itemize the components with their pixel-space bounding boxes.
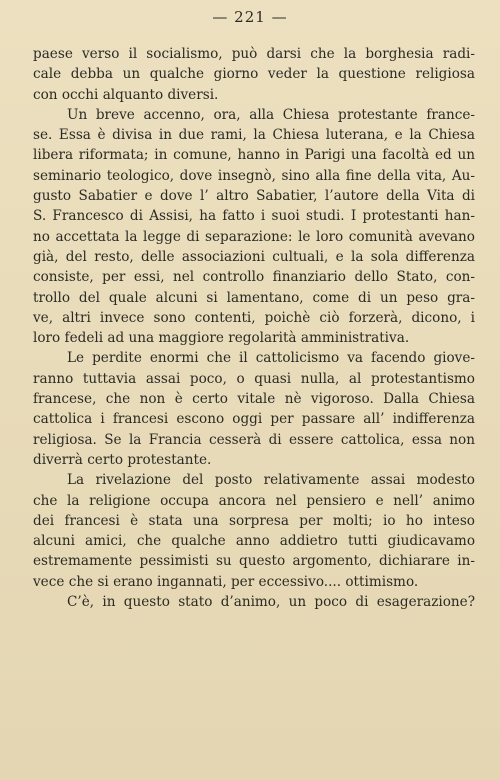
text-line: alcuni amici, che qualche anno addietro tutti giudicavamo (33, 533, 475, 550)
text-line: Un breve accenno, ora, alla Chiesa protestante france- (67, 106, 475, 123)
text-line: gusto Sabatier e dove l’ altro Sabatier, l’autore della Vita di (33, 188, 475, 205)
text-line: estremamente pessimisti su questo argomento, dichiarare in- (33, 553, 475, 570)
body-text (33, 44, 475, 612)
text-line: no accettata la legge di separazione: le loro comunità avevano (33, 228, 475, 245)
text-line: cale debba un qualche giorno veder la questione religiosa (33, 66, 475, 83)
text-line: consiste, per essi, nel controllo finanziario dello Stato, con- (33, 269, 475, 286)
text-line: libera riformata; in comune, hanno in Parigi una facoltà ed un (33, 147, 475, 164)
page-number: — 221 — (212, 8, 288, 26)
text-line: francese, che non è certo vitale nè vigoroso. Dalla Chiesa (33, 391, 475, 408)
text-line: dei francesi è stata una sorpresa per molti; io ho inteso (33, 512, 475, 529)
text-line: Le perdite enormi che il cattolicismo va facendo giove- (67, 350, 475, 367)
text-line: già, del resto, delle associazioni cultuali, e la sola differenza (33, 248, 475, 265)
text-line: cattolica i francesi escono oggi per passare all’ indifferenza (33, 411, 475, 428)
text-line: trollo del quale alcuni si lamentano, come di un peso gra- (33, 289, 475, 306)
text-line: S. Francesco di Assisi, ha fatto i suoi studi. I protestanti han- (33, 208, 475, 225)
text-line: C’è, in questo stato d’animo, un poco di esagerazione? (67, 594, 475, 611)
text-line: che la religione occupa ancora nel pensiero e nell’ animo (33, 492, 475, 509)
text-line: ve, altri invece sono contenti, poichè ciò forzerà, dicono, i (33, 309, 475, 326)
text-line: loro fedeli ad una maggiore regolarità amministrativa. (33, 330, 410, 347)
text-line: seminario teologico, dove insegnò, sino alla fine della vita, Au- (33, 167, 475, 184)
text-line: religiosa. Se la Francia cesserà di essere cattolica, essa non (33, 431, 475, 448)
text-line: La rivelazione del posto relativamente assai modesto (67, 472, 475, 489)
text-line: diverrà certo protestante. (33, 451, 212, 468)
text-line: vece che si erano ingannati, per eccessivo.... ottimismo. (33, 573, 419, 590)
text-line: paese verso il socialismo, può darsi che la borghesia radi- (33, 46, 475, 62)
text-line: se. Essa è divisa in due rami, la Chiesa luterana, e la Chiesa (33, 127, 475, 144)
text-line: con occhi alquanto diversi. (33, 86, 219, 103)
text-line: ranno tuttavia assai poco, o quasi nulla, al protestantismo (33, 370, 475, 387)
